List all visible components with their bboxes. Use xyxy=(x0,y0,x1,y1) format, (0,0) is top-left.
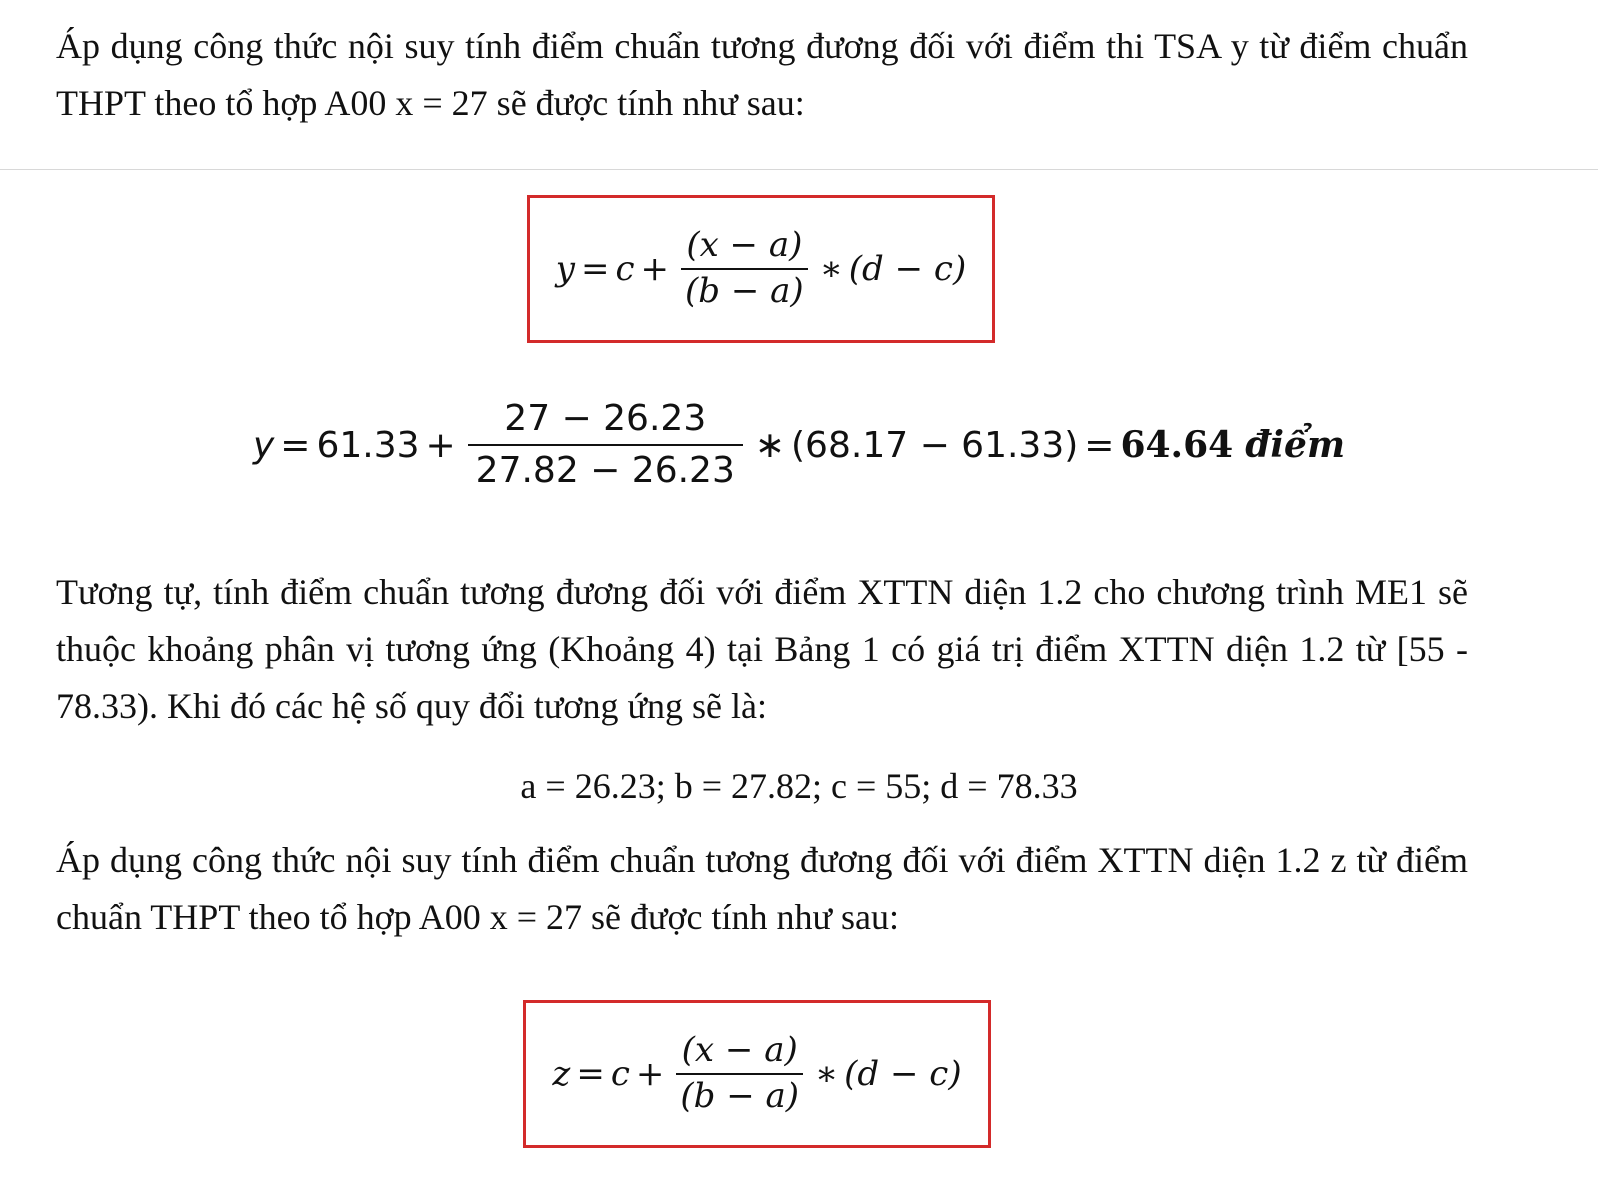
fraction-numerator: (x − a) xyxy=(686,225,803,266)
formula-fraction xyxy=(681,225,808,311)
calc-lhs: y xyxy=(252,424,275,466)
formula-c: c xyxy=(615,249,635,289)
general-formula-box-z xyxy=(523,1000,991,1148)
calc-plus-sign: + xyxy=(425,424,456,466)
formula-tail: (d − c) xyxy=(844,1054,962,1094)
calc-denominator: 27.82 − 26.23 xyxy=(468,444,743,490)
calc-result: 64.64 xyxy=(1120,424,1234,466)
fraction-denominator: (b − a) xyxy=(681,268,808,310)
similar-paragraph: Tương tự, tính điểm chuẩn tương đương đối với điểm XTTN diện 1.2 cho chương trình ME1 sẽ thuộc khoảng phân vị tương ứng (Khoảng 4) tại Bảng 1 có giá trị điểm XTTN diện 1.2 từ [55 - 78.33). Khi đó các hệ số quy đổi tương ứng sẽ là: xyxy=(56,572,1468,726)
fraction-denominator: (b − a) xyxy=(676,1073,803,1115)
formula-c: c xyxy=(610,1054,630,1094)
equals-sign: = xyxy=(576,1054,605,1094)
calculation-row xyxy=(0,380,1598,510)
general-formula-z xyxy=(552,1030,962,1116)
plus-sign: + xyxy=(640,249,670,289)
calc-tail: (68.17 − 61.33) xyxy=(791,424,1079,466)
formula-fraction xyxy=(676,1030,803,1116)
calc-multiply-sign: ∗ xyxy=(754,424,786,466)
calc-equals-sign-2: = xyxy=(1084,424,1115,466)
formula-lhs: y xyxy=(555,249,575,289)
intro-paragraph: Áp dụng công thức nội suy tính điểm chuẩn tương đương đối với điểm thi TSA y từ điểm chuẩn THPT theo tổ hợp A00 x = 27 sẽ được tính như sau: xyxy=(56,26,1468,123)
section-divider xyxy=(0,169,1598,170)
multiply-sign: ∗ xyxy=(819,249,843,289)
coefficients-line: a = 26.23; b = 27.82; c = 55; d = 78.33 xyxy=(520,766,1078,806)
fraction-numerator: (x − a) xyxy=(681,1030,798,1071)
formula-lhs: z xyxy=(552,1054,571,1094)
calc-fraction xyxy=(468,400,743,490)
calc-numerator: 27 − 26.23 xyxy=(504,398,707,440)
general-formula-box-y xyxy=(527,195,995,343)
calc-equals-sign: = xyxy=(280,424,311,466)
multiply-sign: ∗ xyxy=(815,1054,839,1094)
plus-sign: + xyxy=(635,1054,665,1094)
formula-tail: (d − c) xyxy=(848,249,967,289)
calc-first-term: 61.33 xyxy=(316,424,420,466)
equals-sign: = xyxy=(580,249,610,289)
apply-paragraph: Áp dụng công thức nội suy tính điểm chuẩn tương đương đối với điểm XTTN diện 1.2 z từ điểm chuẩn THPT theo tổ hợp A00 x = 27 sẽ được tính như sau: xyxy=(56,840,1468,937)
general-formula-y xyxy=(555,225,967,311)
calculation-formula xyxy=(253,400,1345,490)
calc-unit: điểm xyxy=(1245,424,1346,466)
